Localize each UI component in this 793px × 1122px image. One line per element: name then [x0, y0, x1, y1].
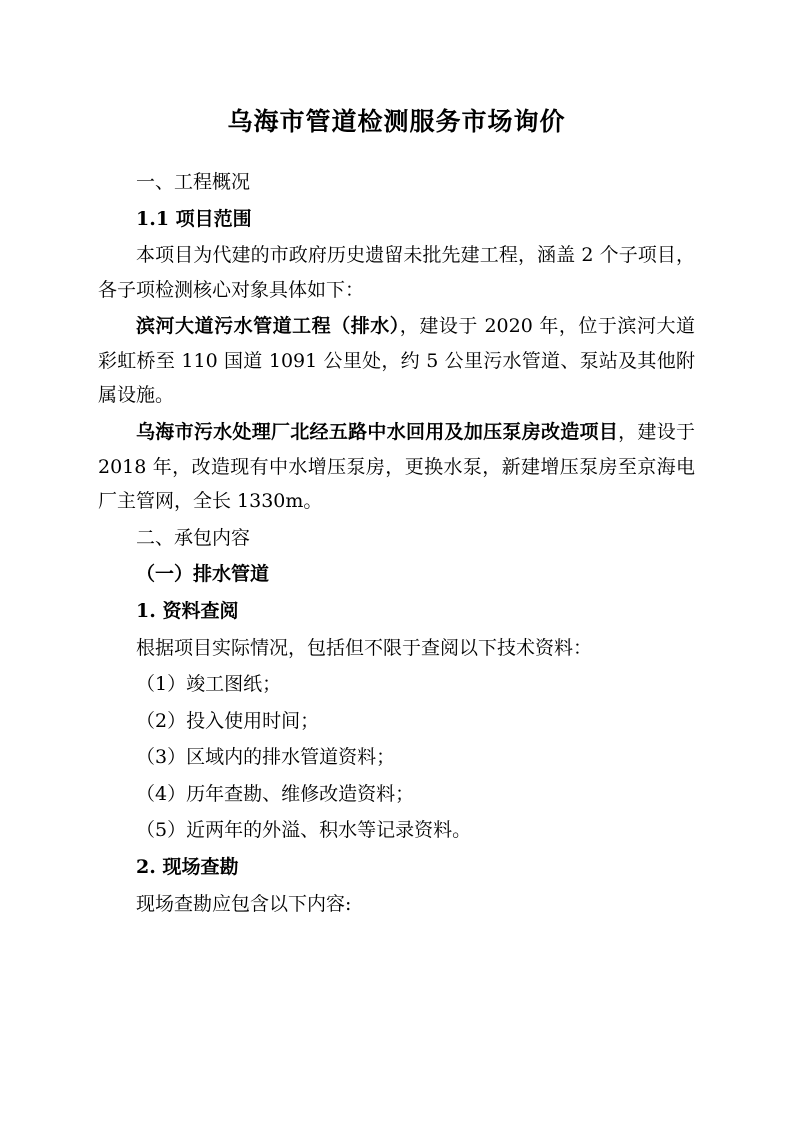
list-item: （5）近两年的外溢、积水等记录资料。 — [136, 819, 472, 842]
page-title: 乌海市管道检测服务市场询价 — [227, 107, 566, 136]
section-heading-2: 二、承包内容 — [136, 526, 251, 549]
paragraph-document-review: 根据项目实际情况，包括但不限于查阅以下技术资料： — [136, 636, 593, 659]
paragraph-binhe-project — [98, 309, 695, 413]
list-item: （4）历年查勘、维修改造资料； — [136, 782, 415, 805]
paragraph-wuhai-project — [98, 415, 695, 519]
project-name-wuhai: 乌海市污水处理厂北经五路中水回用及加压泵房改造项目 — [136, 421, 619, 444]
section-heading-2-1-2: 2. 现场查勘 — [136, 855, 239, 878]
project-desc-binhe: ，建设于 2020 年，位于滨河大道彩虹桥至 110 国道 1091 公里处，约 5 公里污水管道、泵站及其他附属设施。 — [98, 315, 695, 407]
section-heading-1: 一、工程概况 — [136, 171, 251, 193]
paragraph-site-survey: 现场查勘应包含以下内容: — [136, 892, 352, 915]
project-name-binhe: 滨河大道污水管道工程（排水） — [136, 315, 400, 338]
list-item: （3）区域内的排水管道资料； — [136, 746, 396, 769]
list-item: （2）投入使用时间； — [136, 709, 320, 732]
project-desc-wuhai: ，建设于 2018 年，改造现有中水增压泵房，更换水泵，新建增压泵房至京海电厂主管网，全长 1330m。 — [98, 421, 695, 513]
section-heading-2-1: （一）排水管道 — [136, 563, 270, 586]
section-heading-1-1: 1.1 项目范围 — [136, 207, 252, 230]
section-heading-2-1-1: 1. 资料查阅 — [136, 599, 239, 622]
list-item: （1）竣工图纸； — [136, 673, 282, 696]
paragraph-project-scope: 本项目为代建的市政府历史遗留未批先建工程，涵盖 2 个子项目，各子项检测核心对象具体如下： — [98, 244, 695, 301]
